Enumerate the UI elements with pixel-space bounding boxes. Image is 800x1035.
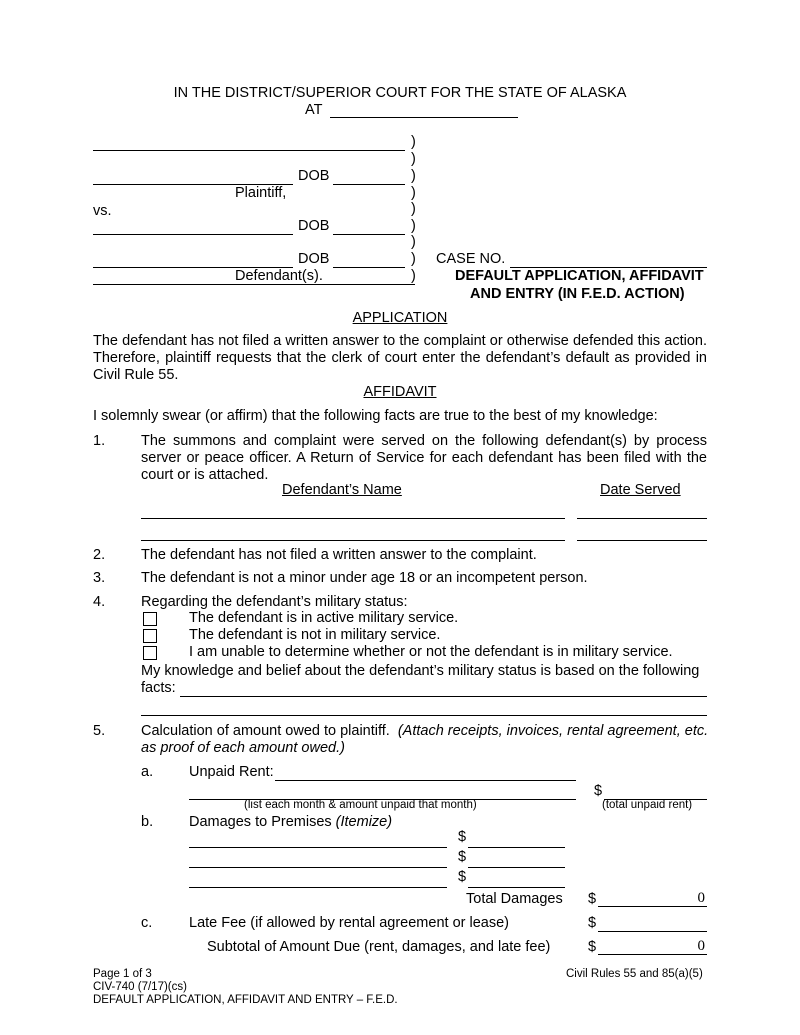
served-defendant-name-field-2[interactable] xyxy=(141,524,565,541)
damage-amount-field-3[interactable] xyxy=(468,871,565,888)
caption-paren: ) xyxy=(411,185,416,201)
defendants-label: Defendant(s). xyxy=(235,268,323,284)
damage-item-field-2[interactable] xyxy=(189,851,447,868)
case-number-field[interactable] xyxy=(510,251,707,268)
caption-paren: ) xyxy=(411,234,416,250)
caption-paren: ) xyxy=(411,201,416,217)
plaintiff-label: Plaintiff, xyxy=(235,185,287,201)
dob-label: DOB xyxy=(298,251,330,267)
calc-b-label: b. xyxy=(141,814,154,830)
dob-label: DOB xyxy=(298,218,330,234)
late-fee-field[interactable] xyxy=(598,915,707,932)
dollar-sign: $ xyxy=(588,891,597,907)
plaintiff-name-field-2[interactable] xyxy=(93,168,293,185)
total-damages-value: 0 xyxy=(697,890,705,906)
caption-paren: ) xyxy=(411,268,416,284)
at-label: AT xyxy=(305,102,323,118)
court-heading: IN THE DISTRICT/SUPERIOR COURT FOR THE STATE OF ALASKA xyxy=(173,85,627,101)
plaintiff-dob-field[interactable] xyxy=(333,168,405,185)
dollar-sign: $ xyxy=(594,783,603,799)
footer-form-number: CIV-740 (7/17)(cs) xyxy=(93,981,187,993)
defendant-name-field-2[interactable] xyxy=(93,251,293,268)
damage-amount-field-1[interactable] xyxy=(468,831,565,848)
date-served-field-2[interactable] xyxy=(577,524,707,541)
total-unpaid-rent-field[interactable] xyxy=(604,783,707,800)
late-fee-label: Late Fee (if allowed by rental agreement or lease) xyxy=(189,915,509,931)
document-title-line-1: DEFAULT APPLICATION, AFFIDAVIT xyxy=(455,268,704,284)
dollar-sign: $ xyxy=(458,849,467,865)
military-facts-field-1[interactable] xyxy=(180,680,707,697)
dollar-sign: $ xyxy=(458,869,467,885)
date-served-field-1[interactable] xyxy=(577,502,707,519)
calc-a-label: a. xyxy=(141,764,154,780)
damage-item-field-3[interactable] xyxy=(189,871,447,888)
item-number: 5. xyxy=(93,723,106,739)
footer-civil-rules: Civil Rules 55 and 85(a)(5) xyxy=(566,968,703,980)
unpaid-rent-label: Unpaid Rent: xyxy=(189,764,274,780)
item-5-text xyxy=(141,723,708,739)
item-5-plain-text: Calculation of amount owed to plaintiff. xyxy=(141,723,390,739)
plaintiff-name-field[interactable] xyxy=(93,134,405,151)
dollar-sign: $ xyxy=(588,939,597,955)
served-defendant-name-field-1[interactable] xyxy=(141,502,565,519)
military-option-unable: I am unable to determine whether or not the defendant is in military service. xyxy=(189,644,673,660)
military-option-active: The defendant is in active military service. xyxy=(189,610,459,626)
defendant-dob-field-2[interactable] xyxy=(333,251,405,268)
caption-paren: ) xyxy=(411,151,416,167)
footer-form-title: DEFAULT APPLICATION, AFFIDAVIT AND ENTRY – F.E.D. xyxy=(93,994,398,1006)
item-4-text: Regarding the defendant’s military status: xyxy=(141,594,408,610)
document-title-line-2: AND ENTRY (IN F.E.D. ACTION) xyxy=(470,286,685,302)
item-number: 3. xyxy=(93,570,106,586)
item-number: 4. xyxy=(93,594,106,610)
not-in-service-checkbox[interactable] xyxy=(143,629,157,643)
calc-c-label: c. xyxy=(141,915,153,931)
damage-amount-field-2[interactable] xyxy=(468,851,565,868)
caption-paren: ) xyxy=(411,134,416,150)
caption-bottom-rule xyxy=(93,284,415,285)
item-3-text: The defendant is not a minor under age 18 or an incompetent person. xyxy=(141,570,588,586)
case-no-label: CASE NO. xyxy=(436,251,506,267)
date-served-column-header: Date Served xyxy=(600,482,681,498)
footer-page-number: Page 1 of 3 xyxy=(93,968,152,980)
total-unpaid-note: (total unpaid rent) xyxy=(602,799,693,811)
item-number: 2. xyxy=(93,547,106,563)
defendant-name-field-1[interactable] xyxy=(93,218,293,235)
vs-label: vs. xyxy=(93,203,112,219)
defendant-dob-field-1[interactable] xyxy=(333,218,405,235)
item-2-text: The defendant has not filed a written answer to the complaint. xyxy=(141,547,537,563)
active-service-checkbox[interactable] xyxy=(143,612,157,626)
damages-label-text: Damages to Premises xyxy=(189,814,332,830)
affidavit-heading: AFFIDAVIT xyxy=(363,384,437,400)
subtotal-label: Subtotal of Amount Due (rent, damages, and late fee) xyxy=(207,939,551,955)
application-heading: APPLICATION xyxy=(352,310,448,326)
total-damages-label: Total Damages xyxy=(466,891,563,907)
subtotal-value: 0 xyxy=(697,938,705,954)
item-5-italic-text-2: as proof of each amount owed.) xyxy=(141,740,345,756)
item-5-italic-text: (Attach receipts, invoices, rental agreement, etc. xyxy=(397,723,709,739)
military-facts-field-2[interactable] xyxy=(141,699,707,716)
caption-paren: ) xyxy=(411,251,416,267)
facts-label: facts: xyxy=(141,680,176,696)
damages-itemize-text: (Itemize) xyxy=(335,814,393,830)
military-option-not-in-service: The defendant is not in military service. xyxy=(189,627,441,643)
dob-label: DOB xyxy=(298,168,330,184)
damages-label xyxy=(189,814,392,830)
damage-item-field-1[interactable] xyxy=(189,831,447,848)
defendant-name-column-header: Defendant’s Name xyxy=(282,482,402,498)
rent-note: (list each month & amount unpaid that month) xyxy=(244,799,477,811)
application-text: The defendant has not filed a written answer to the complaint or otherwise defended this action. Therefore, plaintiff requests that the clerk of court enter the defendant’s default as provided in Civil Rule 55. xyxy=(93,333,707,383)
caption-paren: ) xyxy=(411,168,416,184)
unpaid-rent-field-1[interactable] xyxy=(275,764,576,781)
unable-to-determine-checkbox[interactable] xyxy=(143,646,157,660)
item-1-text: The summons and complaint were served on the following defendant(s) by process server or peace officer. A Return of Service for each defendant has been filed with the court or is attached. xyxy=(141,433,707,483)
knowledge-text: My knowledge and belief about the defendant’s military status is based on the following xyxy=(141,663,700,679)
affidavit-intro: I solemnly swear (or affirm) that the following facts are true to the best of my knowledge: xyxy=(93,408,658,424)
dollar-sign: $ xyxy=(458,829,467,845)
dollar-sign: $ xyxy=(588,915,597,931)
item-number: 1. xyxy=(93,433,106,449)
caption-paren: ) xyxy=(411,218,416,234)
unpaid-rent-field-2[interactable] xyxy=(189,783,576,800)
court-location-field[interactable] xyxy=(330,101,518,118)
